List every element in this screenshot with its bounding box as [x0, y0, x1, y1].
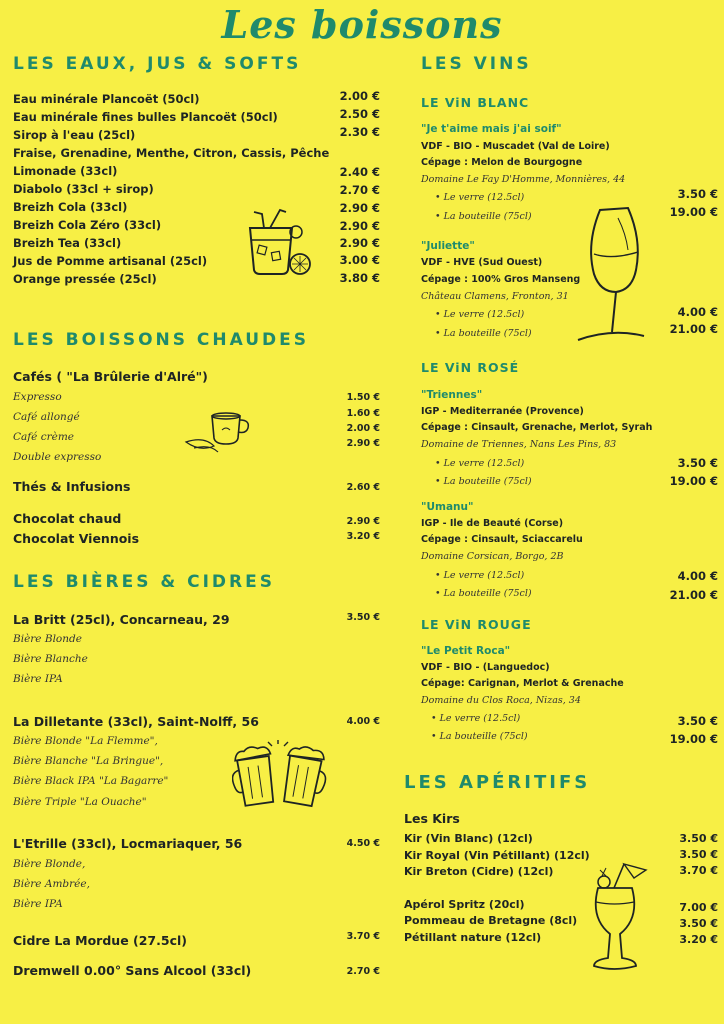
price: 3.50 € — [677, 187, 718, 201]
price: 2.00 € — [346, 423, 380, 434]
price: 3.50 € — [677, 456, 718, 470]
list-item: La Dilletante (33cl), Saint-Nolff, 56 — [13, 714, 259, 729]
price: 4.00 € — [346, 716, 380, 727]
list-item: Café crème — [13, 431, 75, 443]
wine-verre: • Le verre (12.5cl) — [435, 458, 524, 470]
wine-domaine: Domaine Le Fay D'Homme, Monnières, 44 — [421, 174, 626, 185]
price: 3.70 € — [679, 864, 718, 877]
list-item: Breizh Cola Zéro (33cl) — [13, 218, 162, 232]
list-item: La Britt (25cl), Concarneau, 29 — [13, 612, 230, 627]
section-heading-chaudes: LES BOISSONS CHAUDES — [13, 330, 310, 350]
sub-item: Bière Blanche "La Bringue", — [13, 755, 164, 767]
price: 2.70 € — [346, 966, 380, 977]
wine-detail: VDF - HVE (Sud Ouest) — [421, 257, 543, 268]
list-item: Cidre La Mordue (27.5cl) — [13, 933, 187, 948]
price: 2.40 € — [339, 165, 380, 179]
list-item: Diabolo (33cl + sirop) — [13, 182, 154, 196]
wine-detail: VDF - BIO - Muscadet (Val de Loire) — [421, 141, 610, 152]
wine-domaine: Domaine Corsican, Borgo, 2B — [421, 551, 564, 562]
wine-verre: • Le verre (12.5cl) — [435, 192, 524, 204]
price: 2.90 € — [346, 438, 380, 449]
wine-name: "Triennes" — [421, 389, 483, 401]
wine-verre: • Le verre (12.5cl) — [435, 309, 524, 321]
beer-mugs-icon — [232, 740, 328, 810]
section-heading-eaux: LES EAUX, JUS & SOFTS — [13, 54, 302, 74]
price: 19.00 € — [669, 474, 718, 488]
sub-item: Bière Blonde — [13, 633, 82, 645]
kirs-label: Les Kirs — [404, 811, 460, 826]
wine-glass-icon — [572, 204, 652, 344]
price: 2.70 € — [339, 183, 380, 197]
wine-detail: Cépage : Cinsault, Grenache, Merlot, Syrah — [421, 422, 653, 433]
coffee-cup-icon — [184, 408, 264, 454]
list-item: Kir (Vin Blanc) (12cl) — [404, 832, 533, 845]
wine-verre: • Le verre (12.5cl) — [431, 713, 520, 725]
subsection-heading-rose: LE ViN ROSÉ — [421, 360, 520, 375]
price: 3.70 € — [346, 931, 380, 942]
price: 1.50 € — [346, 392, 380, 403]
wine-name: "Umanu" — [421, 501, 474, 513]
price: 2.60 € — [346, 482, 380, 493]
wine-bouteille: • La bouteille (75cl) — [435, 588, 532, 600]
sub-item: Bière Blonde "La Flemme", — [13, 735, 158, 747]
wine-detail: IGP - Ile de Beauté (Corse) — [421, 518, 564, 529]
price: 4.00 € — [677, 569, 718, 583]
price: 3.20 € — [346, 531, 380, 542]
sub-item: Bière Triple "La Ouache" — [13, 796, 147, 808]
price: 3.50 € — [346, 612, 380, 623]
wine-domaine: Château Clamens, Fronton, 31 — [421, 291, 569, 302]
price: 7.00 € — [679, 901, 718, 914]
list-item: Expresso — [13, 391, 62, 403]
wine-detail: IGP - Mediterranée (Provence) — [421, 406, 584, 417]
price: 2.90 € — [339, 219, 380, 233]
price: 3.50 € — [679, 848, 718, 861]
price: 3.50 € — [679, 832, 718, 845]
page-title: Les boissons — [221, 2, 503, 47]
lemonade-glass-icon — [240, 208, 316, 278]
price: 2.90 € — [346, 516, 380, 527]
list-item: Limonade (33cl) — [13, 164, 118, 178]
list-item: Jus de Pomme artisanal (25cl) — [13, 254, 208, 268]
list-item: Chocolat chaud — [13, 511, 122, 526]
wine-name: "Juliette" — [421, 240, 475, 252]
list-item: Kir Breton (Cidre) (12cl) — [404, 865, 554, 878]
list-item: Pétillant nature (12cl) — [404, 931, 542, 944]
price: 4.00 € — [677, 305, 718, 319]
sub-item: Bière IPA — [13, 898, 63, 910]
list-item: Kir Royal (Vin Pétillant) (12cl) — [404, 849, 590, 862]
list-item: L'Etrille (33cl), Locmariaquer, 56 — [13, 836, 243, 851]
list-item: Orange pressée (25cl) — [13, 272, 157, 286]
wine-bouteille: • La bouteille (75cl) — [435, 211, 532, 223]
price: 1.60 € — [346, 408, 380, 419]
wine-verre: • Le verre (12.5cl) — [435, 570, 524, 582]
list-item: Eau minérale fines bulles Plancoët (50cl) — [13, 110, 278, 124]
price: 2.30 € — [339, 125, 380, 139]
wine-bouteille: • La bouteille (75cl) — [435, 476, 532, 488]
list-item: Eau minérale Plancoët (50cl) — [13, 92, 200, 106]
price: 3.50 € — [677, 714, 718, 728]
wine-bouteille: • La bouteille (75cl) — [435, 328, 532, 340]
price: 3.80 € — [339, 271, 380, 285]
section-heading-bieres: LES BIÈRES & CIDRES — [13, 572, 275, 592]
price: 21.00 € — [669, 322, 718, 336]
list-item: Breizh Tea (33cl) — [13, 236, 122, 250]
sub-item: Bière IPA — [13, 673, 63, 685]
wine-detail: Cépage : Melon de Bourgogne — [421, 157, 583, 168]
list-item: Breizh Cola (33cl) — [13, 200, 128, 214]
cafes-label: Cafés ( "La Brûlerie d'Alré") — [13, 369, 208, 384]
price: 19.00 € — [669, 205, 718, 219]
wine-domaine: Domaine de Triennes, Nans Les Pins, 83 — [421, 439, 617, 450]
subsection-heading-rouge: LE ViN ROUGE — [421, 617, 532, 632]
price: 2.50 € — [339, 107, 380, 121]
price: 4.50 € — [346, 838, 380, 849]
list-item: Dremwell 0.00° Sans Alcool (33cl) — [13, 963, 252, 978]
price: 19.00 € — [669, 732, 718, 746]
section-heading-aperitifs: LES APÉRITIFS — [404, 772, 591, 793]
sub-item: Bière Blonde, — [13, 858, 86, 870]
sub-item: Bière Ambrée, — [13, 878, 90, 890]
subsection-heading-blanc: LE ViN BLANC — [421, 95, 530, 110]
wine-bouteille: • La bouteille (75cl) — [431, 731, 528, 743]
price: 3.50 € — [679, 917, 718, 930]
list-item: Sirop à l'eau (25cl) — [13, 128, 136, 142]
list-item: Double expresso — [13, 451, 102, 463]
cocktail-glass-icon — [584, 858, 654, 974]
list-item: Pommeau de Bretagne (8cl) — [404, 914, 578, 927]
price: 3.20 € — [679, 933, 718, 946]
wine-detail: Cépage : Cinsault, Sciaccarelu — [421, 534, 583, 545]
wine-detail: Cépage: Carignan, Merlot & Grenache — [421, 678, 624, 689]
price: 2.90 € — [339, 236, 380, 250]
price: 2.90 € — [339, 201, 380, 215]
price: 21.00 € — [669, 588, 718, 602]
wine-name: "Je t'aime mais j'ai soif" — [421, 123, 562, 135]
list-item: Café allongé — [13, 411, 80, 423]
wine-name: "Le Petit Roca" — [421, 645, 511, 657]
price: 3.00 € — [339, 253, 380, 267]
wine-detail: Cépage : 100% Gros Manseng — [421, 274, 581, 285]
list-item: Fraise, Grenadine, Menthe, Citron, Cassis, Pêche — [13, 146, 330, 160]
wine-detail: VDF - BIO - (Languedoc) — [421, 662, 550, 673]
sub-item: Bière Black IPA "La Bagarre" — [13, 775, 169, 787]
sub-item: Bière Blanche — [13, 653, 88, 665]
price: 2.00 € — [339, 89, 380, 103]
list-item: Apérol Spritz (20cl) — [404, 898, 525, 911]
list-item: Thés & Infusions — [13, 479, 131, 494]
list-item: Chocolat Viennois — [13, 531, 140, 546]
wine-domaine: Domaine du Clos Roca, Nizas, 34 — [421, 695, 581, 706]
section-heading-vins: LES VINS — [421, 54, 532, 74]
